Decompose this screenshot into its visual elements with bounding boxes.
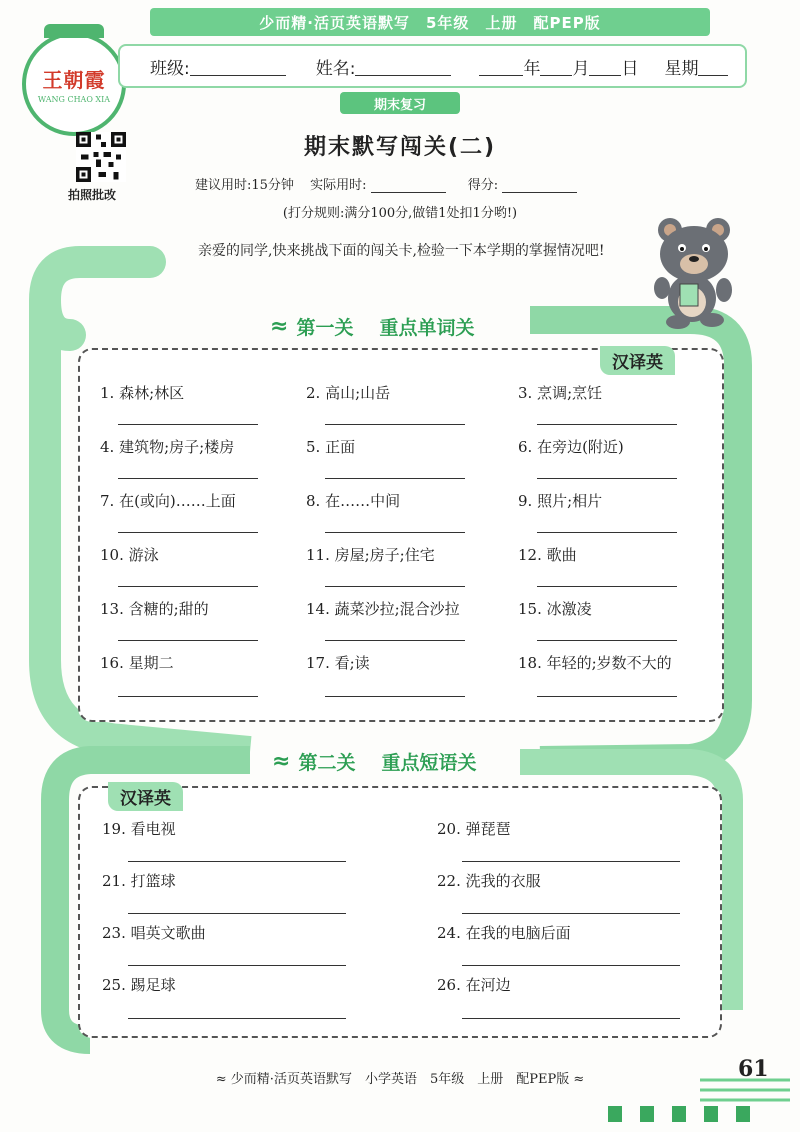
answer-line[interactable]	[325, 532, 465, 533]
word-item: 14. 蔬菜沙拉;混合沙拉	[306, 600, 460, 618]
weekday-label: 星期	[664, 58, 699, 79]
word-item: 16. 星期二	[100, 654, 174, 672]
score-label: 得分:	[467, 178, 499, 193]
logo-sub: WANG CHAO XIA	[37, 95, 111, 104]
day-label: 日	[621, 58, 639, 79]
answer-line[interactable]	[537, 696, 677, 697]
answer-line[interactable]	[462, 965, 680, 966]
page-number: 61	[738, 1056, 769, 1082]
actual-time-field[interactable]	[371, 178, 446, 193]
phrase-item: 19. 看电视	[102, 820, 176, 838]
name-field[interactable]	[355, 57, 451, 76]
answer-line[interactable]	[118, 424, 258, 425]
band-edition: 配PEP版	[533, 13, 601, 32]
word-item: 11. 房屋;房子;住宅	[306, 546, 435, 564]
word-item: 17. 看;读	[306, 654, 370, 672]
phrase-item: 23. 唱英文歌曲	[102, 924, 206, 942]
answer-line[interactable]	[128, 965, 346, 966]
answer-line[interactable]	[118, 478, 258, 479]
word-item: 1. 森林;林区	[100, 384, 185, 402]
phrase-item: 24. 在我的电脑后面	[437, 924, 571, 942]
bear-mascot-icon	[640, 212, 750, 332]
answer-line[interactable]	[325, 586, 465, 587]
marker-square	[736, 1106, 750, 1122]
class-field[interactable]	[190, 57, 286, 76]
word-item: 8. 在……中间	[306, 492, 401, 510]
answer-line[interactable]	[537, 640, 677, 641]
band-grade: 5年级	[426, 13, 470, 32]
word-item: 15. 冰激凌	[518, 600, 592, 618]
answer-line[interactable]	[118, 696, 258, 697]
logo-name: 王朝霞	[42, 68, 106, 92]
logo-crown	[44, 24, 104, 38]
class-label: 班级:	[150, 58, 190, 79]
section1-header	[260, 313, 484, 340]
actual-time-label: 实际用时:	[310, 178, 367, 193]
word-item: 4. 建筑物;房子;楼房	[100, 438, 235, 456]
time-row	[195, 174, 595, 193]
section2-header	[262, 748, 486, 775]
month-label: 月	[572, 58, 590, 79]
word-item: 6. 在旁边(附近)	[518, 438, 624, 456]
answer-line[interactable]	[128, 913, 346, 914]
answer-line[interactable]	[462, 913, 680, 914]
section2-tag: 汉译英	[108, 782, 183, 811]
scoring-rule: (打分规则:满分100分,做错1处扣1分哟!)	[282, 206, 518, 221]
answer-line[interactable]	[462, 1018, 680, 1019]
answer-line[interactable]	[325, 696, 465, 697]
review-tab: 期末复习	[340, 92, 460, 114]
answer-line[interactable]	[537, 532, 677, 533]
page-title: 期末默写闯关(二)	[303, 135, 497, 160]
header-band	[150, 8, 710, 36]
phrase-item: 21. 打篮球	[102, 872, 176, 890]
year-label: 年	[523, 58, 541, 79]
section2-name: 第二关	[298, 752, 356, 774]
intro-text: 亲爱的同学,快来挑战下面的闯关卡,检验一下本学期的掌握情况吧!	[198, 243, 605, 259]
marker-square	[608, 1106, 622, 1122]
section1-title: 重点单词关	[379, 317, 475, 339]
waves-icon: ≈	[272, 749, 291, 774]
waves-icon: ≈	[270, 314, 289, 339]
weekday-field[interactable]	[698, 57, 728, 76]
year-field[interactable]	[479, 57, 523, 76]
day-field[interactable]	[589, 57, 621, 76]
phrase-item: 20. 弹琵琶	[437, 820, 511, 838]
answer-line[interactable]	[325, 424, 465, 425]
answer-line[interactable]	[325, 478, 465, 479]
word-item: 2. 高山;山岳	[306, 384, 391, 402]
month-field[interactable]	[540, 57, 572, 76]
answer-line[interactable]	[128, 861, 346, 862]
suggested-time: 建议用时:15分钟	[195, 178, 294, 193]
marker-square	[672, 1106, 686, 1122]
marker-square	[640, 1106, 654, 1122]
band-series: 少而精·活页英语默写	[259, 13, 410, 32]
word-item: 12. 歌曲	[518, 546, 577, 564]
answer-line[interactable]	[118, 586, 258, 587]
answer-line[interactable]	[118, 640, 258, 641]
answer-line[interactable]	[537, 424, 677, 425]
marker-square	[704, 1106, 718, 1122]
word-item: 3. 烹调;烹饪	[518, 384, 603, 402]
section2-title: 重点短语关	[381, 752, 477, 774]
section1-tag: 汉译英	[600, 346, 675, 375]
section1-name: 第一关	[296, 317, 354, 339]
score-field[interactable]	[502, 178, 577, 193]
publisher-logo	[22, 32, 126, 136]
word-item: 7. 在(或向)……上面	[100, 492, 236, 510]
answer-line[interactable]	[325, 640, 465, 641]
word-item: 9. 照片;相片	[518, 492, 603, 510]
answer-line[interactable]	[537, 586, 677, 587]
word-item: 18. 年轻的;岁数不大的	[518, 654, 672, 672]
answer-line[interactable]	[462, 861, 680, 862]
answer-line[interactable]	[118, 532, 258, 533]
answer-line[interactable]	[537, 478, 677, 479]
word-item: 10. 游泳	[100, 546, 159, 564]
band-volume: 上册	[485, 13, 518, 32]
footer-text: ≈ 少而精·活页英语默写 小学英语 5年级 上册 配PEP版 ≈	[215, 1072, 585, 1087]
phrase-item: 25. 踢足球	[102, 976, 176, 994]
word-item: 5. 正面	[306, 438, 356, 456]
phrase-item: 26. 在河边	[437, 976, 511, 994]
qr-label: 拍照批改	[68, 188, 117, 202]
name-label: 姓名:	[315, 58, 356, 79]
word-item: 13. 含糖的;甜的	[100, 600, 209, 618]
answer-line[interactable]	[128, 1018, 346, 1019]
phrase-item: 22. 洗我的衣服	[437, 872, 541, 890]
student-info-bar	[118, 44, 747, 88]
